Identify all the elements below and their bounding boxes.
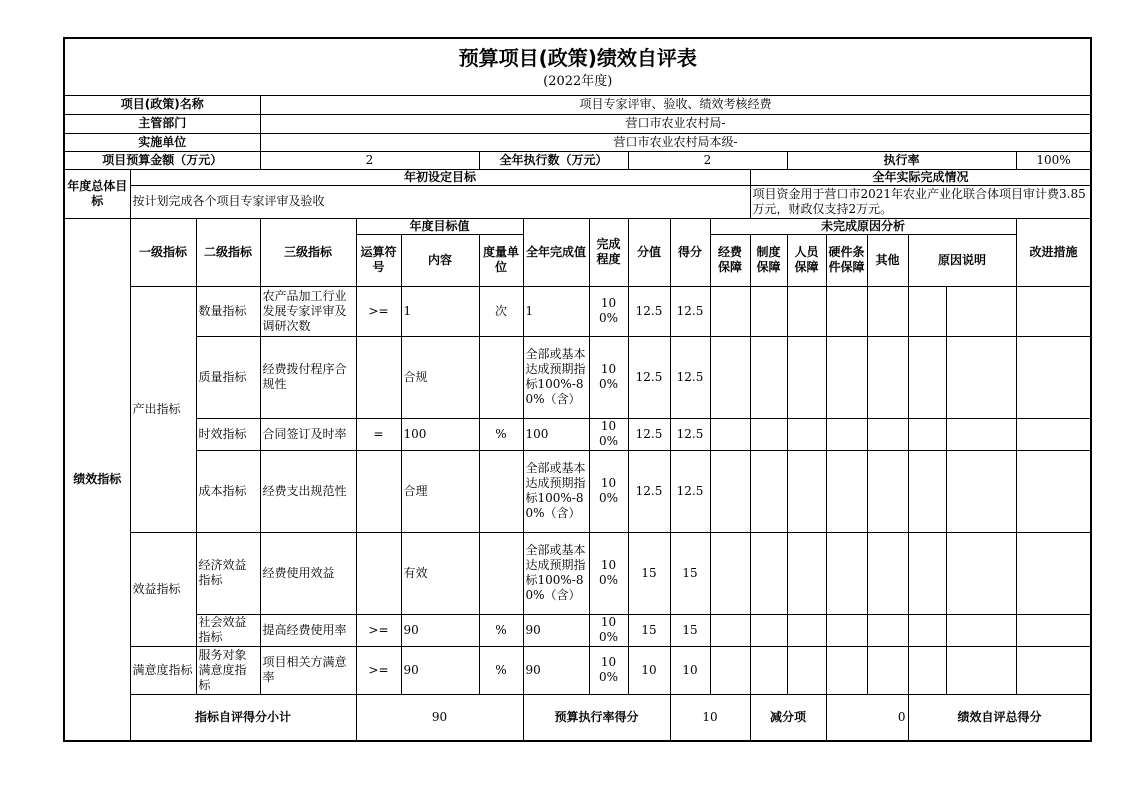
title-cell [64,38,1091,95]
table-row [64,614,1091,646]
level3-cell: 经费支出规范性 [260,450,356,532]
header-unit: 度量单位 [479,234,523,286]
dept-label: 主管部门 [64,114,260,133]
budget-label: 项目预算金额（万元） [64,151,260,169]
header-completed: 全年完成值 [523,218,589,286]
level3-cell: 农产品加工行业发展专家评审及调研次数 [260,286,356,336]
got-cell: 12.5 [670,450,710,532]
operator-cell [356,336,401,418]
completed-cell: 100 [523,418,589,450]
level3-cell: 项目相关方满意率 [260,646,356,694]
deduct-label: 减分项 [750,694,826,741]
unit-cell: % [479,418,523,450]
operator-cell [356,532,401,614]
level2-cell: 社会效益指标 [196,614,260,646]
completed-cell: 1 [523,286,589,336]
page-subtitle: (2022年度) [543,74,613,90]
completed-cell: 全部或基本达成预期指标100%-80%（含） [523,336,589,418]
got-cell: 12.5 [670,286,710,336]
unit-cell [479,532,523,614]
unit-cell: % [479,646,523,694]
unit-value: 营口市农业农村局本级- [260,133,1091,151]
header-funding: 经费保障 [710,234,750,286]
level2-cell: 质量指标 [196,336,260,418]
unit-cell [479,450,523,532]
header-degree: 完成程度 [589,218,628,286]
score-cell: 10 [628,646,670,694]
header-system: 制度保障 [750,234,787,286]
level2-cell: 经济效益指标 [196,532,260,614]
content-cell: 合理 [401,450,479,532]
header-level2: 二级指标 [196,218,260,286]
project-name-label: 项目(政策)名称 [64,95,260,114]
initial-goal-text: 按计划完成各个项目专家评审及验收 [130,185,750,218]
rate-label: 执行率 [787,151,1016,169]
unit-cell: % [479,614,523,646]
header-other: 其他 [867,234,908,286]
operator-cell: >= [356,286,401,336]
level3-cell: 合同签订及时率 [260,418,356,450]
initial-goal-header: 年初设定目标 [130,169,750,185]
got-cell: 15 [670,614,710,646]
evaluation-sheet [63,37,1086,742]
table-row [64,450,1091,532]
header-operator: 运算符号 [356,234,401,286]
subtotal-label: 指标自评得分小计 [130,694,356,741]
content-cell: 100 [401,418,479,450]
score-cell: 12.5 [628,418,670,450]
table-row [64,418,1091,450]
budget-score-label: 预算执行率得分 [523,694,670,741]
score-cell: 15 [628,532,670,614]
budget-value: 2 [260,151,479,169]
operator-cell: = [356,418,401,450]
header-annual-target: 年度目标值 [356,218,523,234]
completed-cell: 全部或基本达成预期指标100%-80%（含） [523,450,589,532]
header-unfinished: 未完成原因分析 [710,218,1016,234]
operator-cell: >= [356,646,401,694]
content-cell: 90 [401,614,479,646]
level2-cell: 成本指标 [196,450,260,532]
degree-cell: 100% [589,336,628,418]
level2-cell: 服务对象满意度指标 [196,646,260,694]
table-row [64,532,1091,614]
header-personnel: 人员保障 [787,234,826,286]
operator-cell [356,450,401,532]
perf-label: 绩效指标 [64,218,130,741]
degree-cell: 100% [589,286,628,336]
unit-label: 实施单位 [64,133,260,151]
actual-goal-header: 全年实际完成情况 [750,169,1091,185]
degree-cell: 100% [589,646,628,694]
degree-cell: 100% [589,418,628,450]
page-title: 预算项目(政策)绩效自评表 [458,46,697,71]
dept-value: 营口市农业农村局- [260,114,1091,133]
score-cell: 12.5 [628,286,670,336]
got-cell: 10 [670,646,710,694]
table-row [64,286,1091,336]
header-improve: 改进措施 [1016,218,1091,286]
degree-cell: 100% [589,532,628,614]
operator-cell: >= [356,614,401,646]
budget-score-value: 10 [670,694,750,741]
content-cell: 有效 [401,532,479,614]
table-row [64,336,1091,418]
subtotal-value: 90 [356,694,523,741]
score-cell: 12.5 [628,450,670,532]
got-cell: 15 [670,532,710,614]
header-hardware: 硬件条件保障 [826,234,867,286]
unit-cell [479,336,523,418]
score-cell: 12.5 [628,336,670,418]
degree-cell: 100% [589,450,628,532]
header-reason: 原因说明 [908,234,1016,286]
score-cell: 15 [628,614,670,646]
header-level3: 三级指标 [260,218,356,286]
exec-value: 2 [628,151,787,169]
degree-cell: 100% [589,614,628,646]
group-satisfaction: 满意度指标 [130,646,196,694]
got-cell: 12.5 [670,336,710,418]
header-got: 得分 [670,218,710,286]
got-cell: 12.5 [670,418,710,450]
header-score: 分值 [628,218,670,286]
level3-cell: 经费拨付程序合规性 [260,336,356,418]
actual-goal-text: 项目资金用于营口市2021年农业产业化联合体项目审计费3.85万元，财政仅支持2万元。 [750,185,1091,218]
group-output: 产出指标 [130,286,196,532]
level3-cell: 提高经费使用率 [260,614,356,646]
content-cell: 合规 [401,336,479,418]
completed-cell: 90 [523,646,589,694]
deduct-value: 0 [826,694,908,741]
content-cell: 90 [401,646,479,694]
level2-cell: 时效指标 [196,418,260,450]
level2-cell: 数量指标 [196,286,260,336]
goals-label: 年度总体目标 [64,169,130,218]
level3-cell: 经费使用效益 [260,532,356,614]
rate-value: 100% [1016,151,1091,169]
completed-cell: 全部或基本达成预期指标100%-80%（含） [523,532,589,614]
unit-cell: 次 [479,286,523,336]
group-benefit: 效益指标 [130,532,196,646]
header-level1: 一级指标 [130,218,196,286]
project-name-value: 项目专家评审、验收、绩效考核经费 [260,95,1091,114]
exec-label: 全年执行数（万元） [479,151,628,169]
completed-cell: 90 [523,614,589,646]
total-label: 绩效自评总得分 [908,694,1091,741]
content-cell: 1 [401,286,479,336]
evaluation-table [63,37,1092,742]
header-content: 内容 [401,234,479,286]
table-row [64,646,1091,694]
footer-row [64,694,1091,741]
